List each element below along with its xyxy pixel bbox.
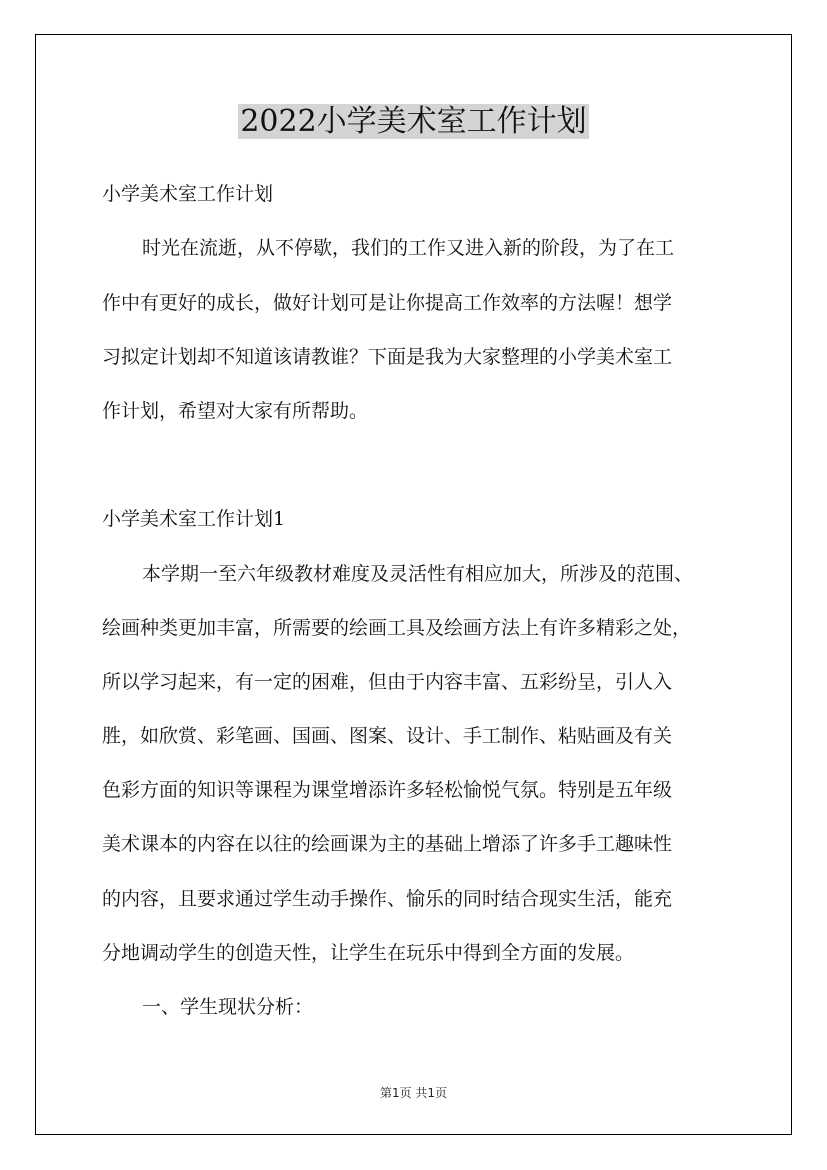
- section-body-line: 胜，如欣赏、彩笔画、国画、图案、设计、手工制作、粘贴画及有关: [102, 725, 673, 747]
- section-body-line: 所以学习起来，有一定的困难，但由于内容丰富、五彩纷呈，引人入: [102, 671, 673, 693]
- document-title: [0, 98, 827, 146]
- page-footer: 第1页 共1页: [379, 1086, 448, 1100]
- section-body-line: 色彩方面的知识等课程为课堂增添许多轻松愉悦气氛。特别是五年级: [102, 779, 673, 801]
- intro-line: 习拟定计划却不知道该请教谁？下面是我为大家整理的小学美术室工: [102, 346, 673, 368]
- section-heading: 小学美术室工作计划1: [102, 508, 286, 530]
- intro-line: 时光在流逝，从不停歇，我们的工作又进入新的阶段，为了在工: [142, 237, 675, 259]
- section-body-line: 分地调动学生的创造天性，让学生在玩乐中得到全方面的发展。: [102, 942, 635, 964]
- document-title-text: 2022小学美术室工作计划: [240, 104, 587, 139]
- intro-line: 作中有更好的成长，做好计划可是让你提高工作效率的方法喔！想学: [102, 292, 673, 314]
- section-body-line: 绘画种类更加丰富，所需要的绘画工具及绘画方法上有许多精彩之处，: [102, 617, 692, 639]
- document-subtitle: 小学美术室工作计划: [102, 183, 274, 205]
- section-body-line: 本学期一至六年级教材难度及灵活性有相应加大，所涉及的范围、: [142, 563, 694, 585]
- intro-line: 作计划，希望对大家有所帮助。: [102, 400, 369, 422]
- subheading: 一、学生现状分析：: [142, 996, 314, 1018]
- section-body-line: 美术课本的内容在以往的绘画课为主的基础上增添了许多手工趣味性: [102, 833, 673, 855]
- section-body-line: 的内容，且要求通过学生动手操作、愉乐的同时结合现实生活，能充: [102, 888, 673, 910]
